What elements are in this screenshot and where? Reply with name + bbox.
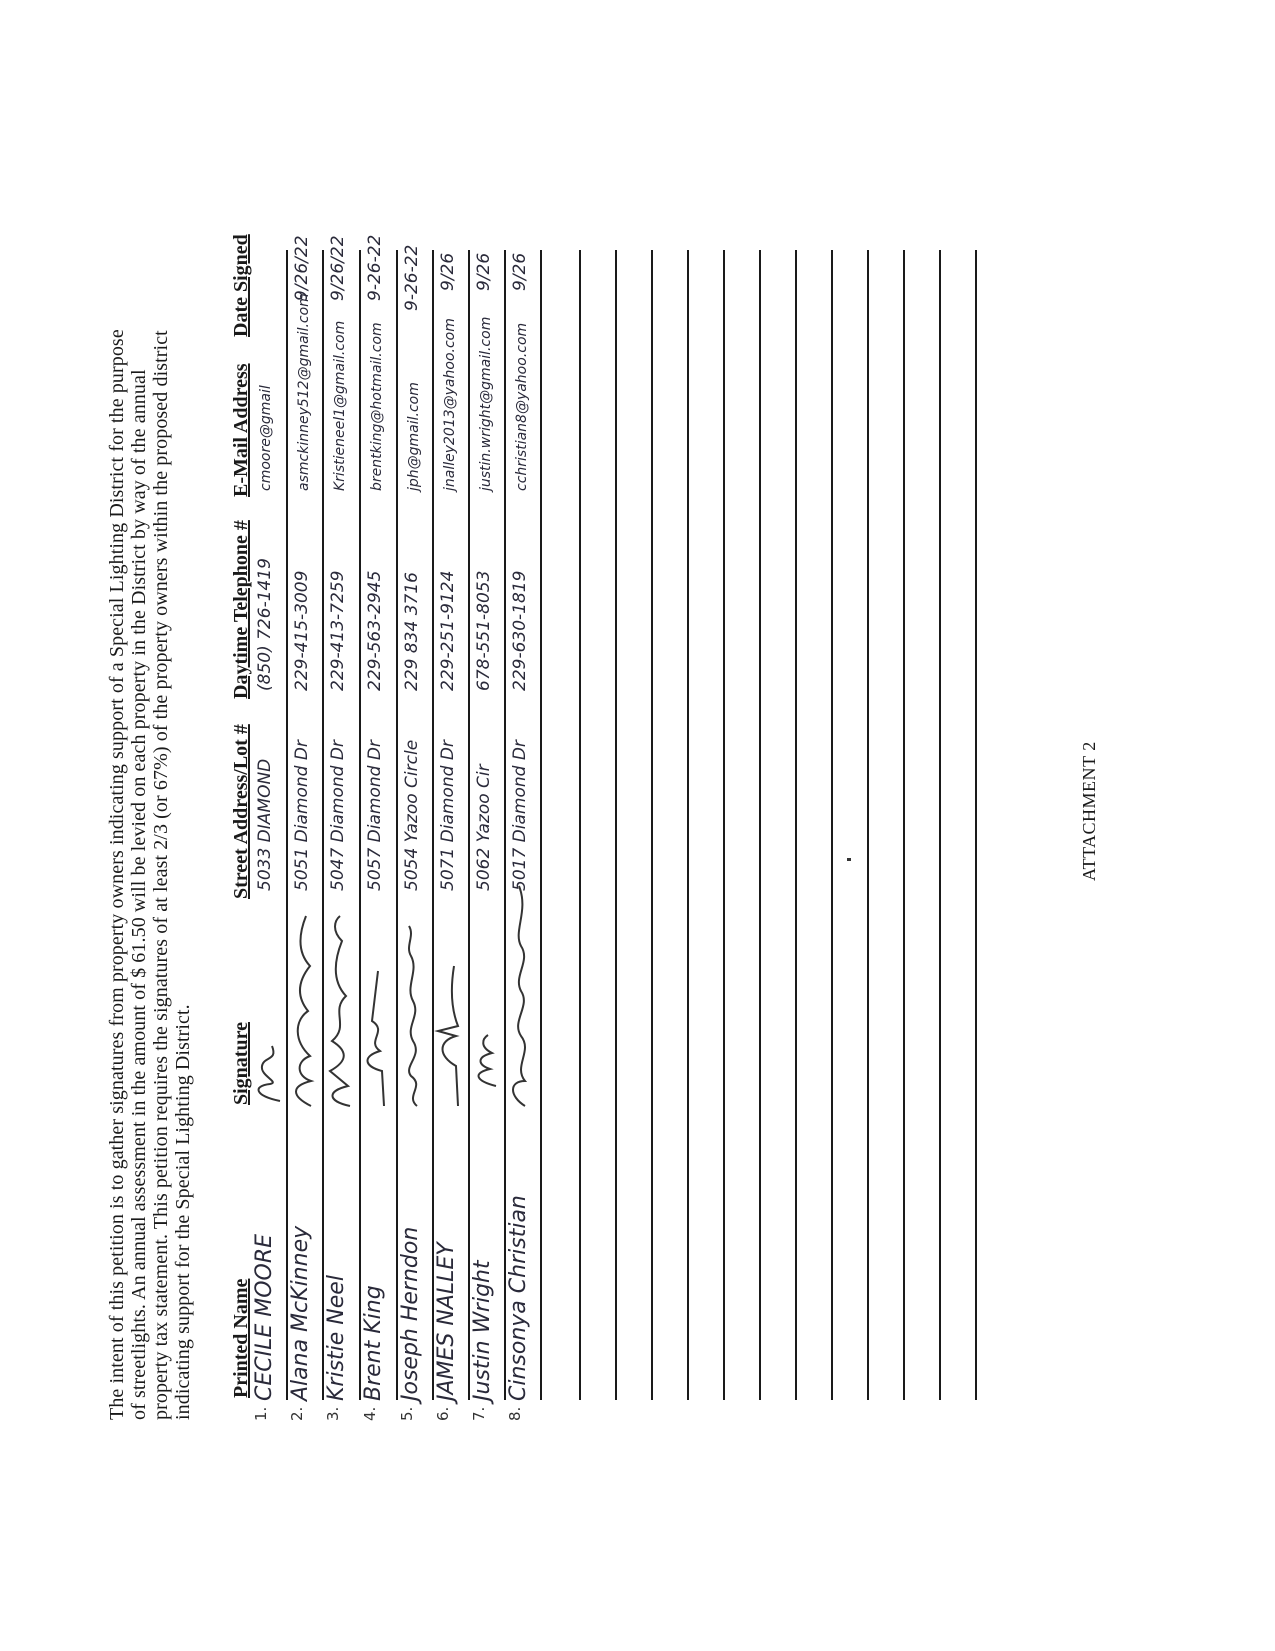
- header-signature: Signature: [230, 1022, 252, 1105]
- intro-line-4: indicating support for the Special Lighting District.: [172, 1004, 194, 1420]
- row-number: 6.: [434, 1406, 452, 1421]
- row-email: jph@gmail.com: [406, 382, 422, 491]
- row-date-signed: 9/26: [510, 252, 530, 291]
- header-street-address: Street Address/Lot #: [230, 724, 252, 899]
- intro-paragraph: [106, 270, 194, 1420]
- row-street-address: 5047 Diamond Dr: [328, 740, 348, 891]
- row-number: 8.: [506, 1406, 524, 1421]
- row-number: 5.: [398, 1406, 416, 1421]
- row-email: asmckinney512@gmail.com: [296, 293, 312, 491]
- signature-drawing: [322, 911, 356, 1111]
- row-date-signed: 9-26-22: [402, 244, 422, 311]
- header-telephone: Daytime Telephone #: [230, 520, 252, 699]
- row-printed-name: JAMES NALLEY: [434, 1242, 459, 1401]
- row-date-signed: 9/26: [474, 252, 494, 291]
- row-printed-name: Alana McKinney: [288, 1225, 313, 1401]
- signature-row-line: [322, 250, 324, 1400]
- row-number: 1.: [252, 1406, 270, 1421]
- header-date-signed: Date Signed: [230, 234, 252, 337]
- row-telephone: (850) 726-1419: [255, 558, 275, 691]
- attachment-label: ATTACHMENT 2: [1079, 741, 1099, 881]
- empty-row-line: [651, 250, 653, 1400]
- empty-row-line: [867, 250, 869, 1400]
- header-printed-name: Printed Name: [230, 1278, 252, 1398]
- empty-row-line: [939, 250, 941, 1400]
- row-number: 3.: [324, 1406, 342, 1421]
- signature-row-line: [540, 250, 542, 1400]
- signature-drawing: [432, 961, 466, 1111]
- row-telephone: 229-251-9124: [438, 570, 458, 691]
- row-street-address: 5054 Yazoo Circle: [402, 739, 422, 891]
- row-street-address: 5051 Diamond Dr: [292, 740, 312, 891]
- row-telephone: 678-551-8053: [474, 570, 494, 691]
- row-date-signed: 9/26: [438, 252, 458, 291]
- intro-line-2: of streetlights. An annual assessment in the amount of $ 61.50 will be levied on each property in the District by way of the annual: [128, 369, 150, 1420]
- row-telephone: 229 834 3716: [402, 572, 422, 691]
- signature-drawing: [468, 1031, 502, 1091]
- empty-row-line: [723, 250, 725, 1400]
- row-email: Kristieneel1@gmail.com: [332, 320, 348, 491]
- row-email: brentking@hotmail.com: [369, 322, 385, 491]
- signature-drawing: [250, 1036, 284, 1106]
- row-street-address: 5071 Diamond Dr: [438, 740, 458, 891]
- row-printed-name: Brent King: [361, 1285, 386, 1401]
- row-telephone: 229-415-3009: [292, 570, 312, 691]
- signature-row-line: [359, 250, 361, 1400]
- row-number: 7.: [470, 1406, 488, 1421]
- row-number: 4.: [361, 1406, 379, 1421]
- empty-row-line: [615, 250, 617, 1400]
- row-printed-name: Joseph Herndon: [398, 1226, 423, 1401]
- intro-line-3: property tax statement. This petition requires the signatures of at least 2/3 (or 67%) of the property owners within the proposed district: [150, 330, 172, 1420]
- signature-drawing: [505, 881, 539, 1111]
- empty-row-line: [903, 250, 905, 1400]
- row-printed-name: Justin Wright: [470, 1260, 495, 1401]
- row-street-address: 5057 Diamond Dr: [365, 740, 385, 891]
- row-telephone: 229-563-2945: [365, 570, 385, 691]
- header-email: E-Mail Address: [230, 363, 252, 497]
- row-email: jnalley2013@yahoo.com: [442, 318, 458, 491]
- empty-row-line: [831, 250, 833, 1400]
- row-telephone: 229-413-7259: [328, 570, 348, 691]
- signature-row-line: [468, 250, 470, 1400]
- row-street-address: 5062 Yazoo Cir: [474, 764, 494, 891]
- row-street-address: 5033 DIAMOND: [255, 758, 275, 891]
- row-date-signed: 9-26-22: [365, 234, 385, 301]
- row-telephone: 229-630-1819: [510, 570, 530, 691]
- row-email: cmoore@gmail: [258, 385, 274, 491]
- empty-row-line: [759, 250, 761, 1400]
- row-printed-name: CECILE MOORE: [252, 1233, 277, 1401]
- signature-drawing: [395, 921, 429, 1111]
- signature-row-line: [432, 250, 434, 1400]
- signature-drawing: [286, 911, 320, 1111]
- row-street-address: 5017 Diamond Dr: [510, 740, 530, 891]
- row-email: justin.wright@gmail.com: [478, 316, 494, 491]
- empty-row-line: [687, 250, 689, 1400]
- row-date-signed: 9/26/22: [292, 235, 312, 301]
- row-email: cchristian8@yahoo.com: [514, 322, 530, 491]
- empty-row-line: [579, 250, 581, 1400]
- intro-line-1: The intent of this petition is to gather signatures from property owners indicating support of a Special Lighting District for the purpose: [106, 329, 128, 1420]
- empty-row-line: [975, 250, 977, 1400]
- stray-mark: [847, 858, 851, 861]
- signature-drawing: [358, 911, 392, 1111]
- row-number: 2.: [288, 1406, 306, 1421]
- row-date-signed: 9/26/22: [328, 235, 348, 301]
- empty-row-line: [795, 250, 797, 1400]
- row-printed-name: Kristie Neel: [324, 1275, 349, 1401]
- row-printed-name: Cinsonya Christian: [506, 1195, 531, 1401]
